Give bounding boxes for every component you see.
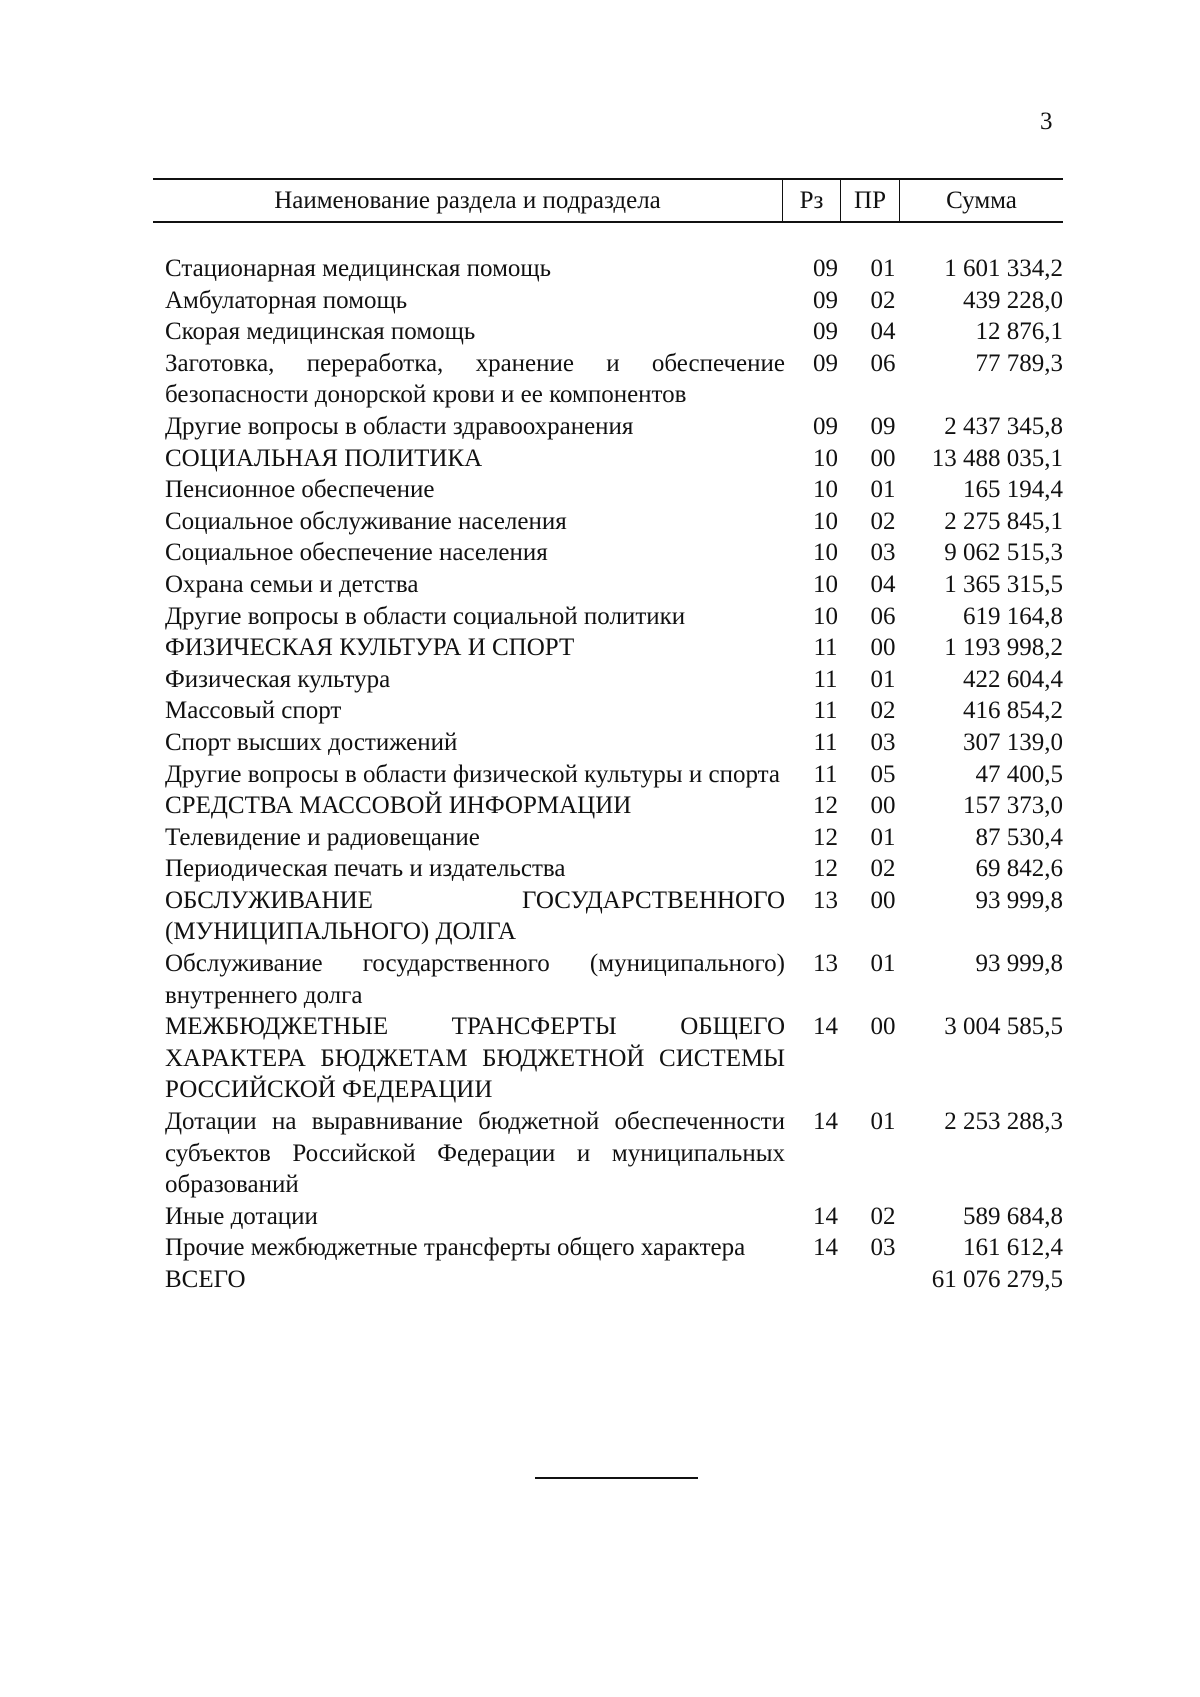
header-rz: Рз [782, 180, 840, 221]
header-name: Наименование раздела и подраздела [274, 186, 661, 214]
row-pr: 01 [870, 950, 896, 978]
row-rz: 09 [813, 349, 838, 377]
table-row [153, 474, 1063, 506]
table-row [153, 253, 1063, 285]
row-name: Социальное обеспечение населения [165, 539, 548, 567]
row-sum: 3 004 585,5 [944, 1013, 1063, 1041]
row-pr: 02 [870, 855, 896, 883]
row-sum: 416 854,2 [963, 697, 1063, 725]
row-pr: 02 [870, 286, 896, 314]
row-sum: 589 684,8 [963, 1202, 1063, 1230]
table-row [153, 316, 1063, 348]
row-sum: 1 193 998,2 [944, 634, 1063, 662]
row-pr: 01 [870, 823, 896, 851]
row-rz: 13 [813, 950, 838, 978]
row-name: Прочие межбюджетные трансферты общего характера [165, 1234, 746, 1262]
end-divider [535, 1477, 698, 1479]
row-rz: 09 [813, 412, 838, 440]
table-row [153, 443, 1063, 475]
row-name: Телевидение и радиовещание [165, 823, 480, 851]
row-rz: 10 [813, 507, 838, 535]
row-name: СОЦИАЛЬНАЯ ПОЛИТИКА [165, 444, 483, 472]
row-pr: 02 [870, 507, 896, 535]
row-rz: 11 [813, 760, 838, 788]
table-row [153, 664, 1063, 696]
row-sum: 2 437 345,8 [944, 412, 1063, 440]
row-rz: 14 [813, 1202, 838, 1230]
row-pr: 03 [870, 728, 896, 756]
table-row [153, 632, 1063, 664]
row-sum: 1 365 315,5 [944, 570, 1063, 598]
row-sum: 93 999,8 [975, 886, 1063, 914]
row-name: Спорт высших достижений [165, 728, 458, 756]
row-rz: 12 [813, 792, 838, 820]
row-name: Иные дотации [165, 1202, 318, 1230]
row-pr: 05 [870, 760, 896, 788]
row-rz: 14 [813, 1234, 838, 1262]
row-name: СРЕДСТВА МАССОВОЙ ИНФОРМАЦИИ [165, 792, 632, 820]
row-rz: 14 [813, 1013, 838, 1041]
table-row [153, 1232, 1063, 1264]
row-sum: 69 842,6 [975, 855, 1063, 883]
table-body [153, 253, 1063, 1296]
row-name: Обслуживание государственного (муниципального) внутреннего долга [165, 950, 785, 1009]
row-name: Другие вопросы в области социальной политики [165, 602, 686, 630]
row-pr: 06 [870, 602, 896, 630]
row-sum: 2 275 845,1 [944, 507, 1063, 535]
row-pr: 04 [870, 570, 896, 598]
row-name: ФИЗИЧЕСКАЯ КУЛЬТУРА И СПОРТ [165, 634, 575, 662]
row-pr: 03 [870, 1234, 896, 1262]
row-sum: 87 530,4 [975, 823, 1063, 851]
row-name: Другие вопросы в области здравоохранения [165, 412, 634, 440]
row-rz: 11 [813, 728, 838, 756]
row-pr: 09 [870, 412, 896, 440]
row-pr: 01 [870, 665, 896, 693]
table-row [153, 948, 1063, 1011]
row-sum: 47 400,5 [975, 760, 1063, 788]
row-pr: 06 [870, 349, 896, 377]
row-rz: 09 [813, 286, 838, 314]
row-pr: 04 [870, 318, 896, 346]
table-row [153, 569, 1063, 601]
row-name: Дотации на выравнивание бюджетной обеспеченности субъектов Российской Федерации и муниципальных образований [165, 1108, 785, 1199]
row-rz: 10 [813, 539, 838, 567]
row-name: ВСЕГО [165, 1266, 246, 1293]
table-row [153, 506, 1063, 538]
row-sum: 77 789,3 [975, 349, 1063, 377]
table-row [153, 537, 1063, 569]
row-name: Социальное обслуживание населения [165, 507, 567, 535]
row-sum: 93 999,8 [975, 950, 1063, 978]
row-sum: 9 062 515,3 [944, 539, 1063, 567]
row-rz: 13 [813, 886, 838, 914]
row-name: Амбулаторная помощь [165, 286, 408, 314]
table-row [153, 1201, 1063, 1233]
row-name: Другие вопросы в области физической культуры и спорта [165, 760, 780, 788]
table-row [153, 1264, 1063, 1296]
table-header [153, 178, 1063, 223]
table-row [153, 601, 1063, 633]
budget-table [153, 178, 1063, 1296]
row-pr: 01 [870, 476, 896, 504]
row-name: ОБСЛУЖИВАНИЕ ГОСУДАРСТВЕННОГО (МУНИЦИПАЛЬНОГО) ДОЛГА [165, 886, 785, 946]
row-pr: 03 [870, 539, 896, 567]
table-row [153, 759, 1063, 791]
header-sum: Сумма [946, 186, 1017, 214]
row-pr: 00 [870, 886, 896, 914]
row-pr: 00 [870, 1013, 896, 1041]
table-row [153, 790, 1063, 822]
row-name: Скорая медицинская помощь [165, 318, 476, 346]
row-pr: 00 [870, 444, 896, 472]
row-sum: 439 228,0 [963, 286, 1063, 314]
row-pr: 02 [870, 1202, 896, 1230]
header-pr: ПР [840, 180, 900, 221]
row-rz: 12 [813, 855, 838, 883]
row-sum: 619 164,8 [963, 602, 1063, 630]
row-rz: 10 [813, 444, 838, 472]
table-row [153, 411, 1063, 443]
table-row [153, 285, 1063, 317]
row-rz: 11 [813, 697, 838, 725]
table-row [153, 885, 1063, 948]
row-rz: 10 [813, 602, 838, 630]
row-pr: 02 [870, 697, 896, 725]
row-rz: 10 [813, 570, 838, 598]
row-name: Охрана семьи и детства [165, 570, 419, 598]
row-rz [785, 1264, 854, 1296]
row-name: Физическая культура [165, 665, 391, 693]
row-sum: 13 488 035,1 [931, 444, 1063, 472]
row-name: Пенсионное обеспечение [165, 476, 435, 504]
row-rz: 11 [813, 665, 838, 693]
row-name: Заготовка, переработка, хранение и обеспечение безопасности донорской крови и ее компонентов [165, 349, 785, 409]
table-row [153, 822, 1063, 854]
row-sum: 422 604,4 [963, 665, 1063, 693]
row-sum: 157 373,0 [963, 792, 1063, 820]
row-rz: 09 [813, 318, 838, 346]
row-name: Периодическая печать и издательства [165, 855, 566, 883]
row-sum: 12 876,1 [975, 318, 1063, 346]
row-pr: 01 [870, 1108, 896, 1136]
table-row [153, 1011, 1063, 1106]
row-rz: 12 [813, 823, 838, 851]
row-sum: 165 194,4 [963, 476, 1063, 504]
table-row [153, 727, 1063, 759]
row-pr: 00 [870, 634, 896, 662]
row-sum: 161 612,4 [963, 1234, 1063, 1262]
table-row [153, 1106, 1063, 1201]
row-sum: 2 253 288,3 [944, 1108, 1063, 1136]
row-name: Массовый спорт [165, 697, 342, 725]
row-pr: 01 [870, 255, 896, 282]
table-row [153, 853, 1063, 885]
row-rz: 14 [813, 1108, 838, 1136]
table-row [153, 348, 1063, 411]
row-pr [854, 1264, 912, 1296]
row-rz: 11 [813, 634, 838, 662]
page-number: 3 [1040, 108, 1053, 135]
row-rz: 09 [813, 255, 838, 282]
row-pr: 00 [870, 792, 896, 820]
table-row [153, 695, 1063, 727]
row-sum: 61 076 279,5 [931, 1266, 1063, 1293]
row-name: Стационарная медицинская помощь [165, 255, 552, 282]
row-rz: 10 [813, 476, 838, 504]
row-sum: 1 601 334,2 [944, 255, 1063, 282]
row-sum: 307 139,0 [963, 728, 1063, 756]
row-name: МЕЖБЮДЖЕТНЫЕ ТРАНСФЕРТЫ ОБЩЕГО ХАРАКТЕРА БЮДЖЕТАМ БЮДЖЕТНОЙ СИСТЕМЫ РОССИЙСКОЙ ФЕДЕРАЦИИ [165, 1013, 785, 1104]
